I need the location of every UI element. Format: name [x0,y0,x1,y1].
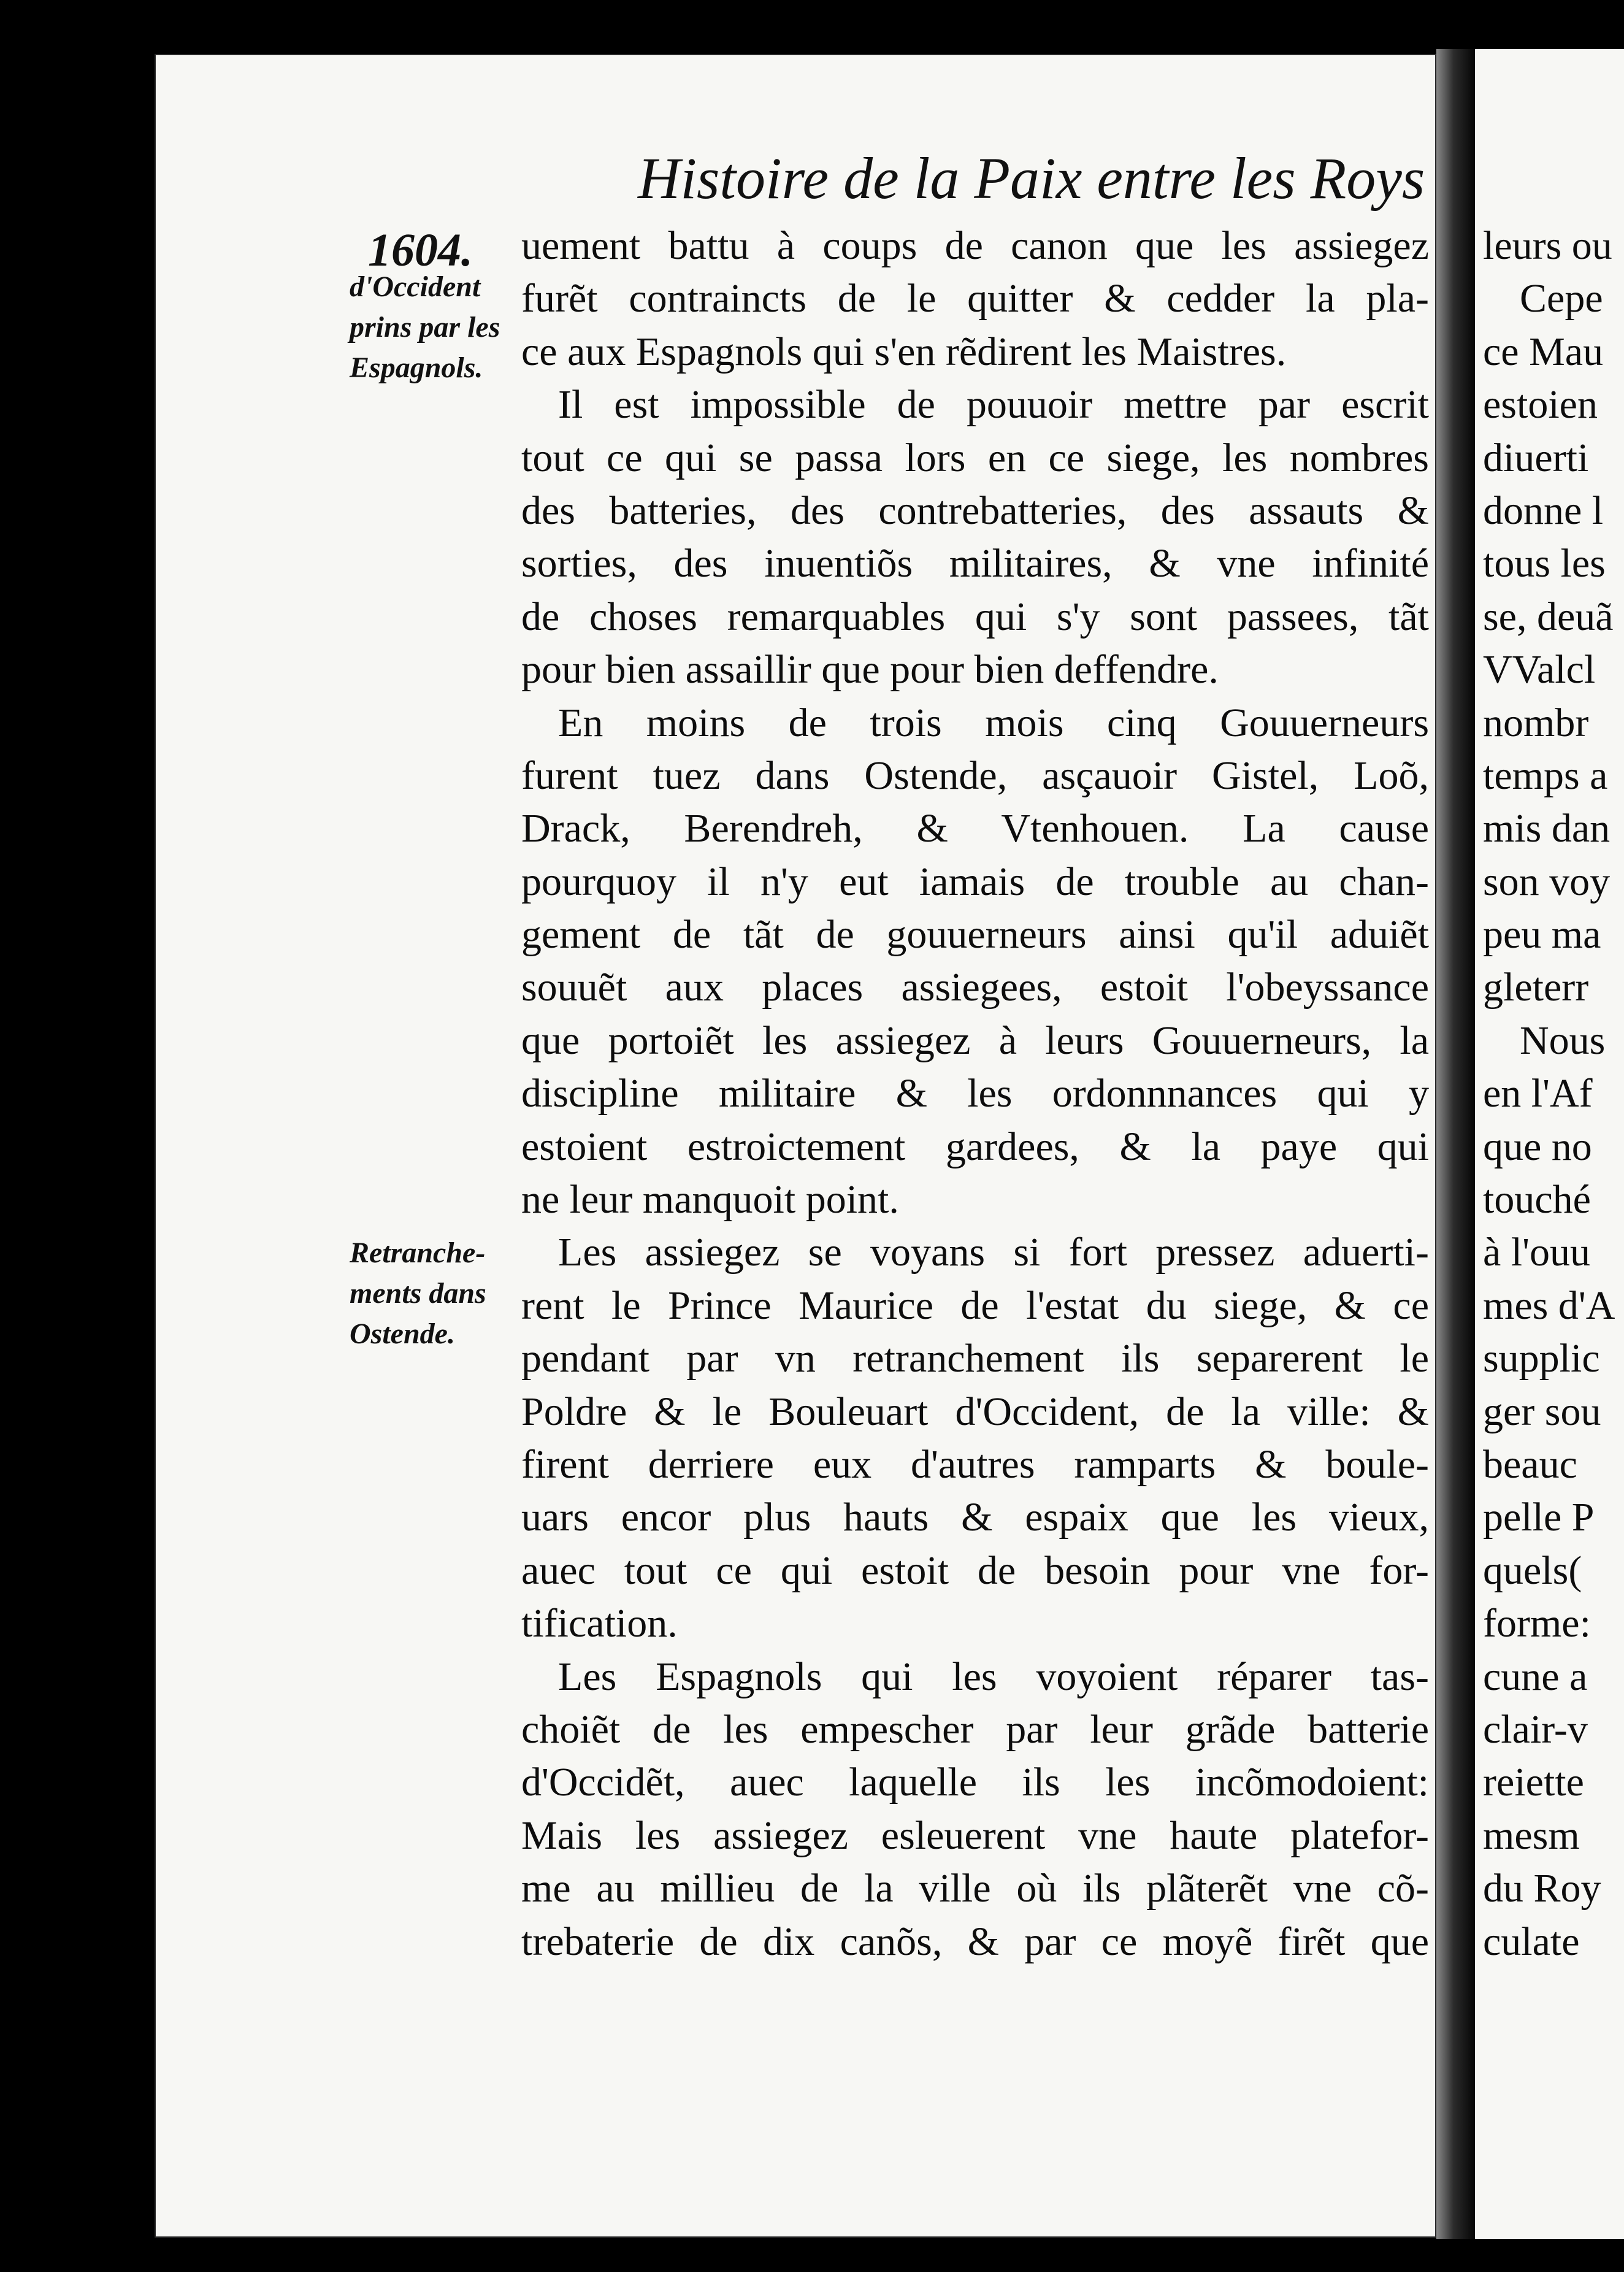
text-line: souuẽt aux places assiegees, estoit l'obeyssance [521,965,1429,1010]
text-line: des batteries, des contrebatteries, des assauts & [521,488,1429,533]
text-line: choiẽt de les empescher par leur grãde batterie [521,1706,1429,1752]
sidenote-line: prins par les [350,311,500,343]
text-line: donne l [1483,488,1604,533]
text-line: tout ce qui se passa lors en ce siege, les nombres [521,435,1429,480]
text-line: furẽt contraincts de le quitter & cedder la pla- [521,276,1429,321]
text-line: pelle P [1483,1495,1595,1540]
text-line: furent tuez dans Ostende, asçauoir Gistel, Loõ, [521,753,1429,798]
text-line: touché [1483,1177,1591,1222]
text-line: nombr [1483,700,1589,745]
text-line: mis dan [1483,806,1611,851]
text-line: quels( [1483,1548,1582,1593]
text-line: estoient estroictement gardees, & la paye qui [521,1124,1429,1169]
main-text-block [521,220,1429,1968]
sidenote-line: Espagnols. [350,351,483,384]
text-line: leurs ou [1483,223,1612,268]
text-line: rent le Prince Maurice de l'estat du siege, & ce [521,1283,1429,1328]
sidenote-line: ments dans [350,1277,486,1310]
sidenote-line: Ostende. [350,1318,455,1350]
text-line: pourquoy il n'y eut iamais de trouble au chan- [521,859,1429,904]
text-line: ce Mau [1483,329,1604,374]
text-line: diuerti [1483,435,1589,480]
text-line: VValcl [1483,647,1596,693]
sidenote-line: Retranche- [350,1237,486,1269]
text-line: gleterr [1483,965,1589,1010]
text-line: que no [1483,1124,1592,1169]
text-line: estoien [1483,382,1598,428]
text-line: ne leur manquoit point. [521,1177,899,1222]
text-line: Nous [1520,1018,1606,1063]
text-line: uars encor plus hauts & espaix que les vieux, [521,1495,1429,1540]
text-line: uement battu à coups de canon que les assiegez [521,223,1429,268]
text-line: mesm [1483,1813,1580,1858]
text-line: son voy [1483,859,1611,904]
text-line: cune a [1483,1654,1588,1699]
text-line: discipline militaire & les ordonnnances qui y [521,1071,1429,1116]
text-line: clair-v [1483,1706,1588,1752]
text-line: beauc [1483,1441,1577,1487]
text-line: me au millieu de la ville où ils plãterẽt vne cõ- [521,1866,1429,1911]
text-line: Poldre & le Bouleuart d'Occident, de la ville: & [521,1389,1429,1434]
text-line: que portoiẽt les assiegez à leurs Gouuerneurs, la [521,1018,1429,1063]
text-line: firent derriere eux d'autres ramparts & boule- [521,1441,1429,1487]
running-head: Histoire de la Paix entre les Roys [638,145,1425,211]
text-line: culate [1483,1919,1580,1964]
text-line: ger sou [1483,1389,1601,1434]
text-line: en l'Af [1483,1071,1593,1116]
text-line: trebaterie de dix canõs, & par ce moyẽ firẽt que [521,1919,1429,1964]
text-line: sorties, des inuentiõs militaires, & vne infinité [521,541,1429,586]
text-line: pour bien assaillir que pour bien deffendre. [521,647,1219,693]
sidenote-occident [350,267,510,388]
text-line: Drack, Berendreh, & Vtenhouen. La cause [521,806,1429,851]
text-line: temps a [1483,753,1608,798]
text-line: à l'ouu [1483,1230,1591,1275]
margin-year: 1604. [368,225,473,276]
text-line: du Roy [1483,1866,1601,1911]
text-line: pendant par vn retranchement ils separerent le [521,1336,1429,1381]
right-page-text [1483,220,1624,1968]
text-line: Il est impossible de pouuoir mettre par escrit [558,382,1429,428]
text-line: forme: [1483,1601,1591,1646]
text-line: de choses remarquables qui s'y sont passees, tãt [521,594,1429,639]
text-line: tification. [521,1601,678,1646]
bleed-through [343,613,350,642]
text-line: Les Espagnols qui les voyoient réparer tas- [558,1654,1429,1699]
text-line: Les assiegez se voyans si fort pressez aduerti- [558,1230,1429,1275]
text-line: mes d'A [1483,1283,1615,1328]
text-line: se, deuã [1483,594,1614,639]
text-line: gement de tãt de gouuerneurs ainsi qu'il aduiẽt [521,912,1429,958]
text-line: supplic [1483,1336,1600,1381]
text-line: d'Occidẽt, auec laquelle ils les incõmodoient: [521,1760,1429,1805]
text-line: Cepe [1520,276,1603,321]
text-line: tous les [1483,541,1606,586]
text-line: En moins de trois mois cinq Gouuerneurs [558,700,1429,745]
text-line: auec tout ce qui estoit de besoin pour vne for- [521,1548,1429,1593]
text-line: ce aux Espagnols qui s'en rẽdirent les Maistres. [521,329,1287,374]
text-line: peu ma [1483,912,1601,958]
sidenote-retranchements [350,1233,510,1354]
text-line: Mais les assiegez esleuerent vne haute platefor- [521,1813,1429,1858]
sidenote-line: d'Occident [350,271,481,303]
text-line: reiette [1483,1760,1584,1805]
book-gutter [1436,49,1475,2239]
